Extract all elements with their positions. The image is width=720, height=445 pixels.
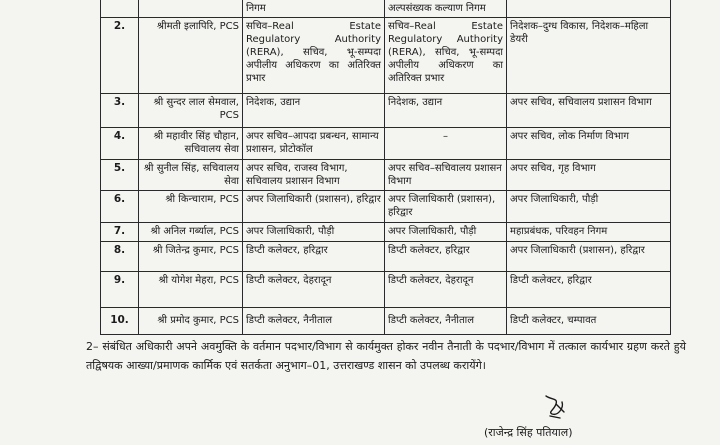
retained-post: अपर सचिव, लोक निर्माण विभाग	[507, 128, 671, 160]
handwritten-signature	[538, 392, 574, 420]
officer-name: श्री जितेन्द्र कुमार, PCS	[139, 242, 243, 272]
current-post: सचिव–Real Estate Regulatory Authority (RERA), सचिव, भू-सम्पदा अपीलीय अधिकरण का अतिरिक्त प्रभार	[243, 18, 385, 94]
retained-post	[507, 0, 671, 18]
officer-name: श्री महावीर सिंह चौहान, सचिवालय सेवा	[139, 128, 243, 160]
new-post: अल्पसंख्यक कल्याण निगम	[385, 0, 507, 18]
serial-number: 9.	[101, 272, 139, 308]
serial-number: 10.	[101, 308, 139, 335]
new-post: डिप्टी कलेक्टर, नैनीताल	[385, 308, 507, 335]
new-post: अपर जिलाधिकारी, पौड़ी	[385, 223, 507, 242]
serial-number: 3.	[101, 94, 139, 128]
officer-name: श्री प्रमोद कुमार, PCS	[139, 308, 243, 335]
instruction-paragraph: 2– संबंधित अधिकारी अपने अवमुक्ति के वर्तमान पदभार/विभाग से कार्यमुक्त होकर नवीन तैनाती के पदभार/विभाग में तत्काल कार्यभार ग्रहण करते हुये तद्विषयक आख्या/प्रमाणक कार्मिक एवं सतर्कता अनुभाग–01, उत्तराखण्ड शासन को उपलब्ध करायेंगे।	[86, 340, 686, 372]
officer-name: श्री सुनील सिंह, सचिवालय सेवा	[139, 160, 243, 191]
current-post: अपर सचिव, राजस्व विभाग, सचिवालय प्रशासन विभाग	[243, 160, 385, 191]
new-post: डिप्टी कलेक्टर, हरिद्वार	[385, 242, 507, 272]
retained-post: डिप्टी कलेक्टर, चम्पावत	[507, 308, 671, 335]
table-row	[101, 191, 671, 223]
serial-number: 6.	[101, 191, 139, 223]
serial-number: 2.	[101, 18, 139, 94]
serial-number: 8.	[101, 242, 139, 272]
new-post: डिप्टी कलेक्टर, देहरादून	[385, 272, 507, 308]
retained-post: डिप्टी कलेक्टर, हरिद्वार	[507, 272, 671, 308]
table-row	[101, 242, 671, 272]
officer-name: श्री अनिल गर्ब्याल, PCS	[139, 223, 243, 242]
table-row	[101, 18, 671, 94]
retained-post: अपर जिलाधिकारी (प्रशासन), हरिद्वार	[507, 242, 671, 272]
officer-name: श्रीमती इलापिरि, PCS	[139, 18, 243, 94]
officer-name: श्री किन्चाराम, PCS	[139, 191, 243, 223]
current-post: निदेशक, उद्यान	[243, 94, 385, 128]
current-post: अपर जिलाधिकारी, पौड़ी	[243, 223, 385, 242]
officer-name: श्री सुन्दर लाल सेमवाल, PCS	[139, 94, 243, 128]
serial-number: 7.	[101, 223, 139, 242]
new-post: अपर जिलाधिकारी (प्रशासन), हरिद्वार	[385, 191, 507, 223]
current-post: अपर सचिव–आपदा प्रबन्धन, सामान्य प्रशासन, प्रोटोकॉल	[243, 128, 385, 160]
table-row	[101, 160, 671, 191]
serial-number: 4.	[101, 128, 139, 160]
current-post: डिप्टी कलेक्टर, हरिद्वार	[243, 242, 385, 272]
retained-post: निदेशक–दुग्ध विकास, निदेशक–महिला डेयरी	[507, 18, 671, 94]
officer-name	[139, 0, 243, 18]
current-post: निगम	[243, 0, 385, 18]
retained-post: महाप्रबंधक, परिवहन निगम	[507, 223, 671, 242]
table-row	[101, 94, 671, 128]
officer-name: श्री योगेश मेहरा, PCS	[139, 272, 243, 308]
table-row	[101, 223, 671, 242]
current-post: डिप्टी कलेक्टर, नैनीताल	[243, 308, 385, 335]
new-post: अपर सचिव–सचिवालय प्रशासन विभाग	[385, 160, 507, 191]
transfer-table	[100, 0, 671, 335]
signatory-name: (राजेन्द्र सिंह पतियाल)	[484, 426, 573, 439]
table-row	[101, 308, 671, 335]
table-row	[101, 272, 671, 308]
retained-post: अपर सचिव, गृह विभाग	[507, 160, 671, 191]
retained-post: अपर जिलाधिकारी, पौड़ी	[507, 191, 671, 223]
serial-number: 5.	[101, 160, 139, 191]
serial-number	[101, 0, 139, 18]
retained-post: अपर सचिव, सचिवालय प्रशासन विभाग	[507, 94, 671, 128]
new-post: –	[385, 128, 507, 160]
new-post: निदेशक, उद्यान	[385, 94, 507, 128]
current-post: डिप्टी कलेक्टर, देहरादून	[243, 272, 385, 308]
current-post: अपर जिलाधिकारी (प्रशासन), हरिद्वार	[243, 191, 385, 223]
new-post: सचिव–Real Estate Regulatory Authority (RERA), सचिव, भू-सम्पदा अपीलीय अधिकरण का अतिरिक्त प्रभार	[385, 18, 507, 94]
table-row	[101, 0, 671, 18]
table-row	[101, 128, 671, 160]
